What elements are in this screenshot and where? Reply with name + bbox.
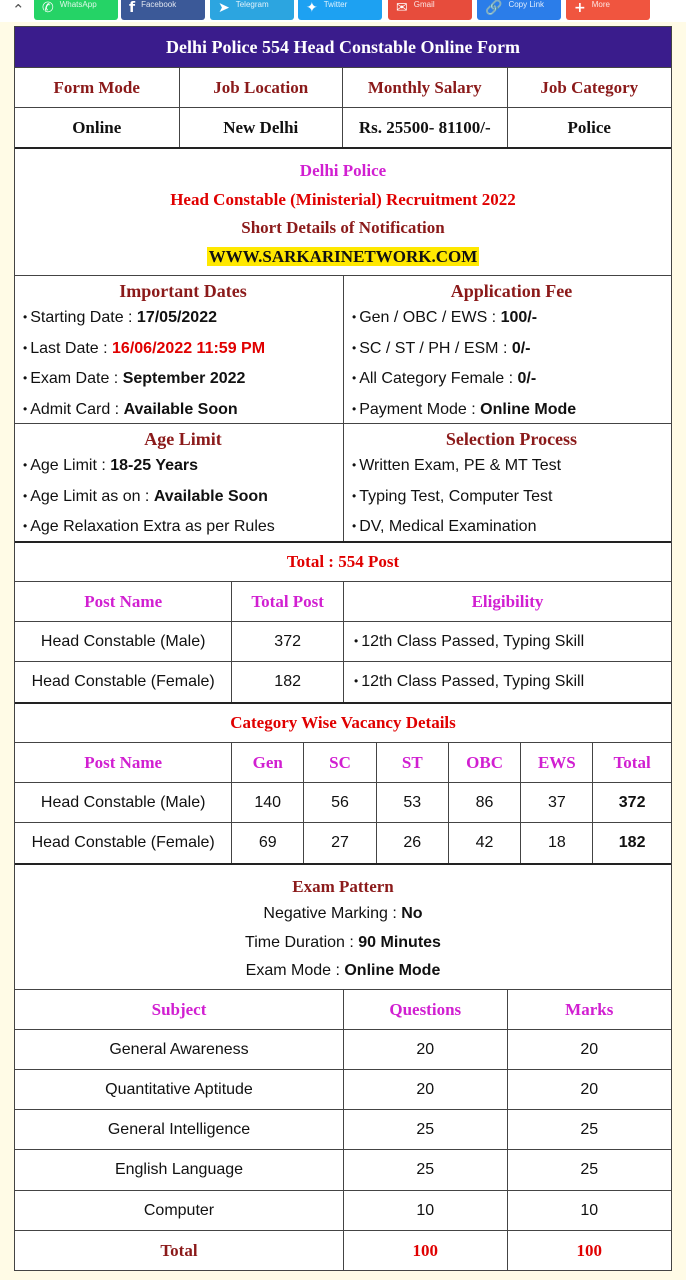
- starting-date: • Starting Date : 17/05/2022: [23, 303, 217, 334]
- share-label: Facebook: [141, 0, 177, 9]
- subject-questions: 25: [343, 1150, 507, 1190]
- gmail-share-button[interactable]: [388, 0, 472, 20]
- notice-block: [15, 149, 671, 275]
- category-vacancy-heading: Category Wise Vacancy Details: [230, 713, 456, 732]
- category-ews: 37: [520, 783, 592, 822]
- exam-pattern-block: [15, 865, 671, 989]
- summary-header-form-mode: Form Mode: [53, 77, 140, 97]
- summary-header-row: [15, 67, 671, 107]
- subjects-header-marks: Marks: [507, 990, 672, 1029]
- post-eligibility: • 12th Class Passed, Typing Skill: [343, 622, 671, 661]
- subject-questions: 20: [343, 1030, 507, 1069]
- table-row: [15, 1029, 671, 1069]
- posts-header-eligibility: Eligibility: [343, 582, 671, 621]
- subject-name: General Intelligence: [107, 1120, 251, 1138]
- category-post-name: Head Constable (Female): [31, 834, 215, 851]
- share-label: Telegram: [235, 0, 269, 9]
- fee-female: • All Category Female : 0/-: [352, 364, 536, 395]
- posts-header-row: [15, 581, 671, 621]
- summary-monthly-salary: Rs. 25500- 81100/-: [342, 108, 507, 147]
- total-post: Total : 554 Post: [286, 552, 400, 571]
- important-dates-heading: Important Dates: [119, 281, 247, 301]
- category-header-post: Post Name: [84, 752, 163, 772]
- age-limit-as-on: • Age Limit as on : Available Soon: [23, 482, 268, 513]
- category-st: 53: [376, 783, 448, 822]
- time-duration: Time Duration : 90 Minutes: [245, 933, 441, 951]
- exam-date: • Exam Date : September 2022: [23, 364, 245, 395]
- age-relaxation: • Age Relaxation Extra as per Rules: [23, 512, 275, 543]
- total-post-row: [15, 541, 671, 581]
- category-post-name: Head Constable (Male): [40, 793, 206, 811]
- dates-fee-row: [15, 275, 671, 423]
- telegram-share-button[interactable]: [210, 0, 294, 20]
- subject-marks: 25: [507, 1150, 672, 1190]
- negative-marking: Negative Marking : No: [263, 905, 423, 923]
- subjects-total-marks: 100: [507, 1231, 672, 1270]
- whatsapp-icon: ✆: [42, 0, 54, 16]
- subjects-header-subject: Subject: [151, 999, 207, 1019]
- category-ews: 18: [520, 823, 592, 863]
- share-label: Twitter: [323, 0, 348, 9]
- summary-value-row: [15, 107, 671, 147]
- notice-row: [15, 147, 671, 275]
- category-obc: 42: [448, 823, 521, 863]
- website-link[interactable]: WWW.SARKARINETWORK.COM: [208, 246, 478, 266]
- table-row: [15, 661, 671, 702]
- selection-process-heading: Selection Process: [445, 429, 578, 449]
- table-row: [15, 621, 671, 661]
- selection-process-box: [343, 424, 671, 541]
- post-name: Head Constable (Male): [40, 632, 206, 650]
- payment-mode: • Payment Mode : Online Mode: [352, 395, 576, 426]
- share-label: Gmail: [413, 0, 435, 9]
- exam-mode: Exam Mode : Online Mode: [245, 962, 441, 980]
- category-st: 26: [376, 823, 448, 863]
- summary-job-category: Police: [507, 108, 672, 147]
- whatsapp-share-button[interactable]: [34, 0, 118, 20]
- plus-icon: +: [574, 0, 586, 16]
- table-row: [15, 1149, 671, 1190]
- facebook-icon: f: [129, 0, 136, 16]
- post-total: 182: [231, 662, 343, 702]
- summary-header-monthly-salary: Monthly Salary: [342, 68, 507, 107]
- summary-header-job-category: Job Category: [507, 68, 672, 107]
- copy-link-share-button[interactable]: [477, 0, 561, 20]
- table-row: [15, 782, 671, 822]
- category-header-obc: OBC: [448, 743, 521, 782]
- notice-post: Head Constable (Ministerial) Recruitment 2022: [170, 189, 516, 209]
- posts-header-name: Post Name: [84, 591, 163, 611]
- age-limit-box: [15, 424, 343, 541]
- post-total: 372: [231, 622, 343, 661]
- category-gen: 140: [231, 783, 303, 822]
- notice-org: Delhi Police: [299, 161, 387, 180]
- subject-marks: 10: [507, 1191, 672, 1230]
- gmail-icon: ✉: [396, 0, 408, 16]
- twitter-icon: ✦: [306, 0, 318, 16]
- selection-step: • Written Exam, PE & MT Test: [352, 451, 561, 482]
- subjects-total-row: [15, 1230, 671, 1270]
- fee-sc-st: • SC / ST / PH / ESM : 0/-: [352, 334, 531, 365]
- page-title: Delhi Police 554 Head Constable Online Form: [15, 27, 671, 67]
- category-obc: 86: [448, 783, 521, 822]
- share-label: WhatsApp: [59, 0, 97, 9]
- subjects-total-questions: 100: [343, 1231, 507, 1270]
- application-fee-heading: Application Fee: [450, 281, 573, 301]
- fee-gen: • Gen / OBC / EWS : 100/-: [352, 303, 537, 334]
- share-label: Copy Link: [508, 0, 545, 9]
- category-header-ews: EWS: [520, 743, 592, 782]
- subject-name: General Awareness: [109, 1040, 249, 1058]
- subjects-header-row: [15, 989, 671, 1029]
- exam-pattern-row: [15, 863, 671, 989]
- subject-questions: 10: [343, 1191, 507, 1230]
- admit-card: • Admit Card : Available Soon: [23, 395, 238, 426]
- subject-name: English Language: [114, 1161, 244, 1178]
- more-share-button[interactable]: [566, 0, 650, 20]
- category-header-sc: SC: [303, 743, 376, 782]
- category-header-row: [15, 742, 671, 782]
- subjects-total-label: Total: [160, 1240, 198, 1260]
- post-eligibility: • 12th Class Passed, Typing Skill: [343, 662, 671, 702]
- category-total: 372: [592, 783, 671, 822]
- subject-name: Quantitative Aptitude: [105, 1080, 253, 1098]
- category-sc: 27: [303, 823, 376, 863]
- subject-marks: 20: [507, 1030, 672, 1069]
- age-limit-range: • Age Limit : 18-25 Years: [23, 451, 198, 482]
- subjects-header-questions: Questions: [343, 990, 507, 1029]
- age-selection-row: [15, 423, 671, 541]
- table-row: [15, 822, 671, 863]
- table-row: [15, 1109, 671, 1149]
- selection-step: • DV, Medical Examination: [352, 512, 536, 543]
- share-label: More: [591, 0, 610, 9]
- posts-header-total: Total Post: [231, 582, 343, 621]
- telegram-icon: ➤: [218, 0, 230, 16]
- subject-marks: 20: [507, 1070, 672, 1109]
- summary-form-mode: Online: [72, 117, 122, 137]
- facebook-share-button[interactable]: [121, 0, 205, 20]
- subject-questions: 20: [343, 1070, 507, 1109]
- category-total: 182: [592, 823, 671, 863]
- last-date: • Last Date : 16/06/2022 11:59 PM: [23, 334, 265, 365]
- summary-job-location: New Delhi: [179, 108, 343, 147]
- category-header-total: Total: [592, 743, 671, 782]
- post-name: Head Constable (Female): [31, 673, 215, 690]
- selection-step: • Typing Test, Computer Test: [352, 482, 552, 513]
- category-header-st: ST: [376, 743, 448, 782]
- job-notice-card: [14, 26, 672, 1271]
- subject-marks: 25: [507, 1110, 672, 1149]
- important-dates-box: [15, 276, 343, 423]
- category-header-gen: Gen: [231, 743, 303, 782]
- notice-subtitle: Short Details of Notification: [241, 218, 445, 237]
- link-icon: 🔗: [485, 0, 503, 16]
- twitter-share-button[interactable]: [298, 0, 382, 20]
- table-row: [15, 1190, 671, 1230]
- table-row: [15, 1069, 671, 1109]
- category-gen: 69: [231, 823, 303, 863]
- application-fee-box: [343, 276, 671, 423]
- summary-header-job-location: Job Location: [179, 68, 343, 107]
- exam-pattern-heading: Exam Pattern: [292, 877, 394, 897]
- chevron-up-icon[interactable]: ⌃: [12, 1, 25, 19]
- subject-questions: 25: [343, 1110, 507, 1149]
- category-vacancy-title-row: [15, 702, 671, 742]
- category-sc: 56: [303, 783, 376, 822]
- age-limit-heading: Age Limit: [144, 429, 222, 449]
- share-bar: [0, 0, 686, 22]
- subject-name: Computer: [143, 1201, 215, 1219]
